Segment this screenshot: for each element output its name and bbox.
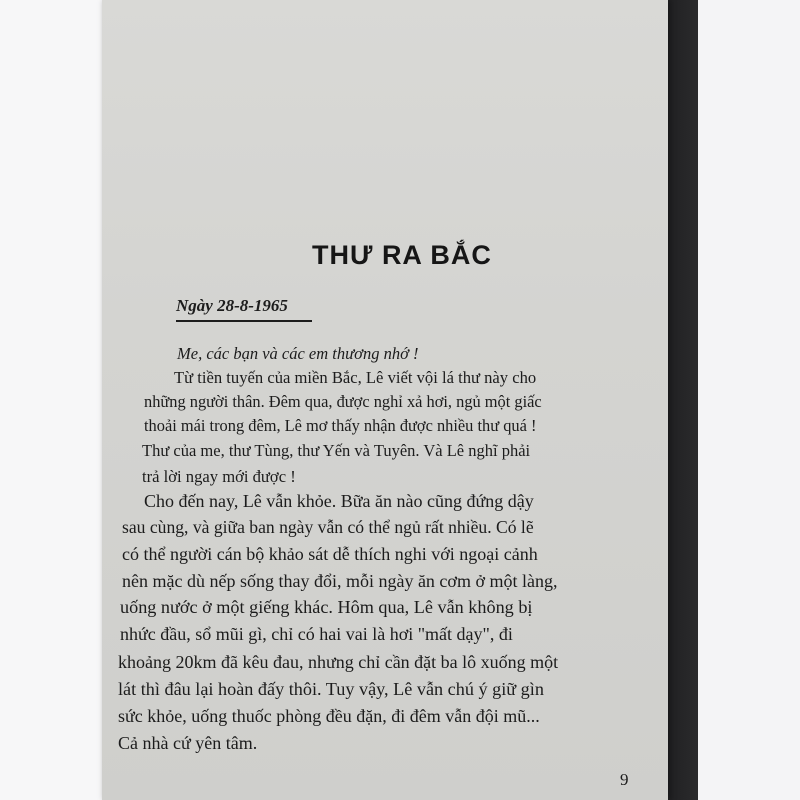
text-line: Cả nhà cứ yên tâm. bbox=[118, 733, 258, 753]
text-line: Từ tiền tuyến của miền Bắc, Lê viết vội lá thư này cho bbox=[174, 368, 537, 387]
text-line: trả lời ngay mới được ! bbox=[142, 467, 296, 486]
text-line: thoải mái trong đêm, Lê mơ thấy nhận được nhiều thư quá ! bbox=[144, 416, 537, 435]
text-line: Thư của me, thư Tùng, thư Yến và Tuyên. Và Lê nghĩ phải bbox=[142, 441, 531, 460]
text-line: nên mặc dù nếp sống thay đổi, mỗi ngày ăn cơm ở một làng, bbox=[122, 571, 558, 591]
text-line: những người thân. Đêm qua, được nghỉ xả hơi, ngủ một giấc bbox=[144, 392, 542, 411]
chapter-title: THƯ RA BẮC bbox=[312, 240, 492, 270]
book-page bbox=[102, 0, 668, 800]
letter-date: Ngày 28-8-1965 bbox=[176, 296, 312, 322]
text-line: nhức đầu, sổ mũi gì, chỉ có hai vai là hơi "mất dạy", đi bbox=[120, 624, 513, 644]
text-line: sức khỏe, uống thuốc phòng đều đặn, đi đêm vẫn đội mũ... bbox=[118, 706, 540, 726]
text-line: uống nước ở một giếng khác. Hôm qua, Lê vẫn không bị bbox=[120, 597, 533, 617]
page-number: 9 bbox=[620, 770, 629, 789]
letter-greeting: Me, các bạn và các em thương nhớ ! bbox=[177, 344, 419, 363]
text-line: sau cùng, và giữa ban ngày vẫn có thể ngủ rất nhiều. Có lẽ bbox=[122, 517, 534, 537]
text-line: khoảng 20km đã kêu đau, nhưng chỉ cần đặt ba lô xuống một bbox=[118, 652, 559, 672]
text-line: có thể người cán bộ khảo sát dễ thích nghi với ngoại cảnh bbox=[122, 544, 538, 564]
background-left bbox=[0, 0, 104, 800]
text-line: lát thì đâu lại hoàn đấy thôi. Tuy vậy, Lê vẫn chú ý giữ gìn bbox=[118, 679, 544, 699]
text-line: Cho đến nay, Lê vẫn khỏe. Bữa ăn nào cũng đứng dậy bbox=[144, 491, 534, 511]
background-right bbox=[698, 0, 800, 800]
